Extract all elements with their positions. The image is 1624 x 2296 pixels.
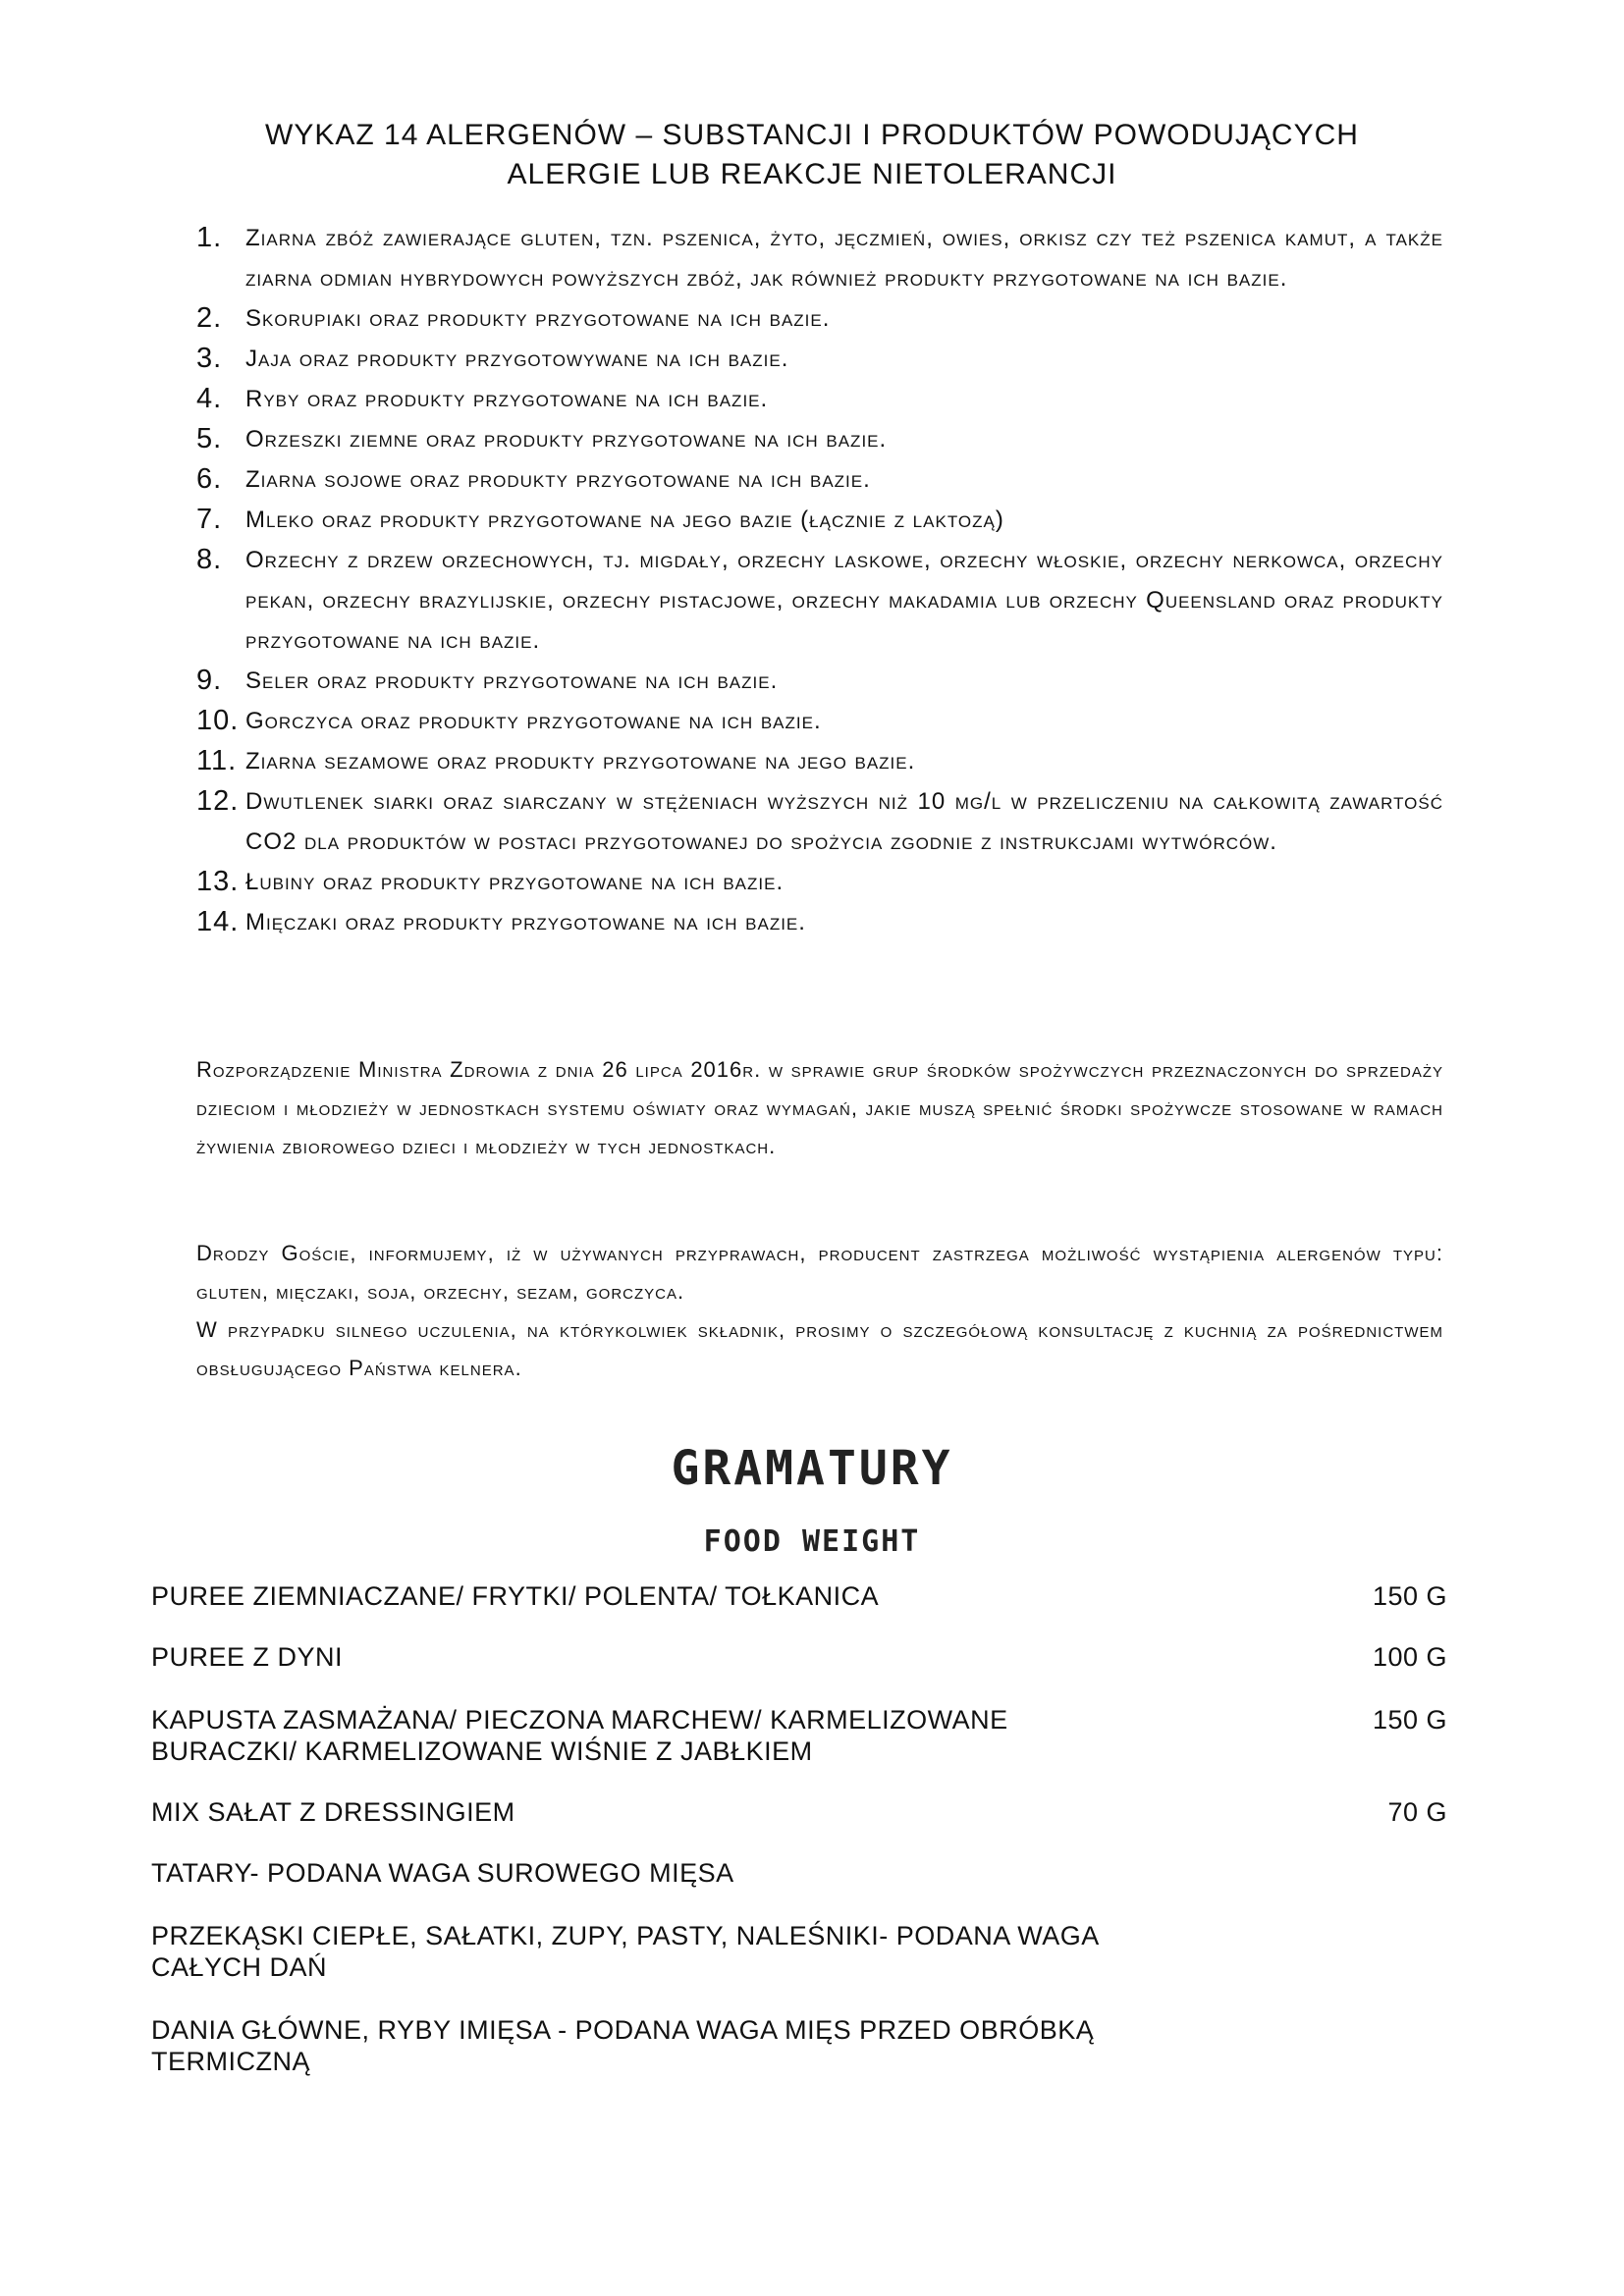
allergen-number: 6. [196,463,223,495]
allergen-number: 11. [196,745,238,776]
allergen-item [196,661,1443,701]
weight-item-name: MIX SAŁAT Z DRESSINGIEM [151,1797,515,1827]
weight-item-value: 150 G [1372,1581,1447,1611]
allergen-text: Mięczaki oraz produkty przygotowane na ich bazie. [245,909,806,935]
weight-item-name: DANIA GŁÓWNE, RYBY IMIĘSA - PODANA WAGA MIĘS PRZED OBRÓBKĄ TERMICZNĄ [151,2015,1095,2076]
allergen-text: Orzeszki ziemne oraz produkty przygotowane na ich bazie. [245,426,888,453]
allergen-number: 2. [196,302,223,334]
allergen-item [196,862,1443,902]
allergen-text: Seler oraz produkty przygotowane na ich bazie. [245,667,779,694]
weight-row [151,1580,1447,1612]
weight-row [151,1641,1447,1673]
allergen-notice [196,1234,1443,1387]
gramatury-heading: GRAMATURY [671,1441,953,1496]
allergen-number: 10. [196,705,240,736]
title-line-2: ALERGIE LUB REAKCJE NIETOLERANCJI [507,158,1117,190]
weight-row [151,1704,1447,1767]
allergen-list-title [147,116,1477,194]
allergen-text: Ryby oraz produkty przygotowane na ich bazie. [245,386,769,412]
weight-item-value: 150 G [1372,1705,1447,1735]
allergen-item [196,701,1443,741]
allergen-item [196,459,1443,500]
allergen-list [196,218,1443,942]
allergen-number: 13. [196,866,240,897]
weight-item-name: KAPUSTA ZASMAŻANA/ PIECZONA MARCHEW/ KARMELIZOWANE BURACZKI/ KARMELIZOWANE WIŚNIE Z JABŁKIEM [151,1705,1008,1766]
allergen-item [196,339,1443,379]
allergen-text: Orzechy z drzew orzechowych, tj. migdały, orzechy laskowe, orzechy włoskie, orzechy nerkowca, orzechy pekan, orzechy brazylijskie, orzechy pistacjowe, orzechy makadamia lub orzechy Queensland oraz produkty przygotowane na ich bazie. [245,547,1443,654]
allergen-text: Gorczyca oraz produkty przygotowane na ich bazie. [245,708,822,734]
weight-item-value: 70 G [1387,1797,1447,1827]
weight-item-name: PRZEKĄSKI CIEPŁE, SAŁATKI, ZUPY, PASTY, NALEŚNIKI- PODANA WAGA CAŁYCH DAŃ [151,1921,1099,1982]
allergen-number: 8. [196,544,223,575]
allergen-item [196,419,1443,459]
allergen-text: Ziarna sojowe oraz produkty przygotowane na ich bazie. [245,466,871,493]
allergen-number: 7. [196,504,223,535]
title-line-1: WYKAZ 14 ALERGENÓW – SUBSTANCJI I PRODUKTÓW POWODUJĄCYCH [265,119,1359,151]
allergen-number: 14. [196,906,240,937]
allergen-text: Ziarna sezamowe oraz produkty przygotowane na jego bazie. [245,748,916,774]
allergen-item [196,379,1443,419]
food-weight-subheading: FOOD WEIGHT [703,1524,921,1559]
allergen-number: 12. [196,785,240,817]
notice-allergy-text: W przypadku silnego uczulenia, na którykolwiek składnik, prosimy o szczegółową konsultację z kuchnią za pośrednictwem obsługującego Państwa kelnera. [196,1317,1443,1380]
allergen-item [196,298,1443,339]
allergen-item [196,902,1443,942]
weight-row [151,2014,1447,2077]
allergen-item [196,741,1443,781]
weight-row [151,1857,1447,1889]
allergen-number: 4. [196,383,223,414]
allergen-text: Skorupiaki oraz produkty przygotowane na ich bazie. [245,305,831,332]
food-weight-list [151,1580,1447,2077]
allergen-text: Dwutlenek siarki oraz siarczany w stężeniach wyższych niż 10 mg/l w przeliczeniu na całkowitą zawartość CO2 dla produktów w postaci przygotowanej do spożycia zgodnie z instrukcjami wytwórców. [245,788,1443,855]
allergen-text: Jaja oraz produkty przygotowywane na ich bazie. [245,346,789,372]
allergen-item [196,500,1443,540]
allergen-number: 1. [196,222,223,253]
weight-item-value: 100 G [1372,1642,1447,1672]
allergen-item [196,540,1443,661]
weight-row [151,1796,1447,1828]
weight-item-name: TATARY- PODANA WAGA SUROWEGO MIĘSA [151,1858,734,1888]
allergen-item [196,781,1443,862]
allergen-text: Mleko oraz produkty przygotowane na jego bazie (łącznie z laktozą) [245,507,1004,533]
weight-row [151,1920,1447,1983]
allergen-number: 5. [196,423,223,454]
notice-spices-text: Drodzy Goście, informujemy, iż w używanych przyprawach, producent zastrzega możliwość wystąpienia alergenów typu: gluten, mięczaki, soja, orzechy, sezam, gorczyca. [196,1241,1443,1304]
allergen-item [196,218,1443,298]
weight-item-name: PUREE Z DYNI [151,1642,344,1672]
allergen-number: 9. [196,665,223,696]
regulation-paragraph: Rozporządzenie Ministra Zdrowia z dnia 26 lipca 2016r. w sprawie grup środków spożywczych przeznaczonych do sprzedaży dzieciom i młodzieży w jednostkach systemu oświaty oraz wymagań, jakie muszą spełnić środki spożywcze stosowane w ramach żywienia zbiorowego dzieci i młodzieży w tych jednostkach. [196,1057,1443,1158]
allergen-text: Ziarna zbóż zawierające gluten, tzn. pszenica, żyto, jęczmień, owies, orkisz czy też pszenica kamut, a także ziarna odmian hybrydowych powyższych zbóż, jak również produkty przygotowane na ich bazie. [245,225,1443,292]
allergen-number: 3. [196,343,223,374]
weight-item-name: PUREE ZIEMNIACZANE/ FRYTKI/ POLENTA/ TOŁKANICA [151,1581,880,1611]
allergen-text: Łubiny oraz produkty przygotowane na ich bazie. [245,869,785,895]
